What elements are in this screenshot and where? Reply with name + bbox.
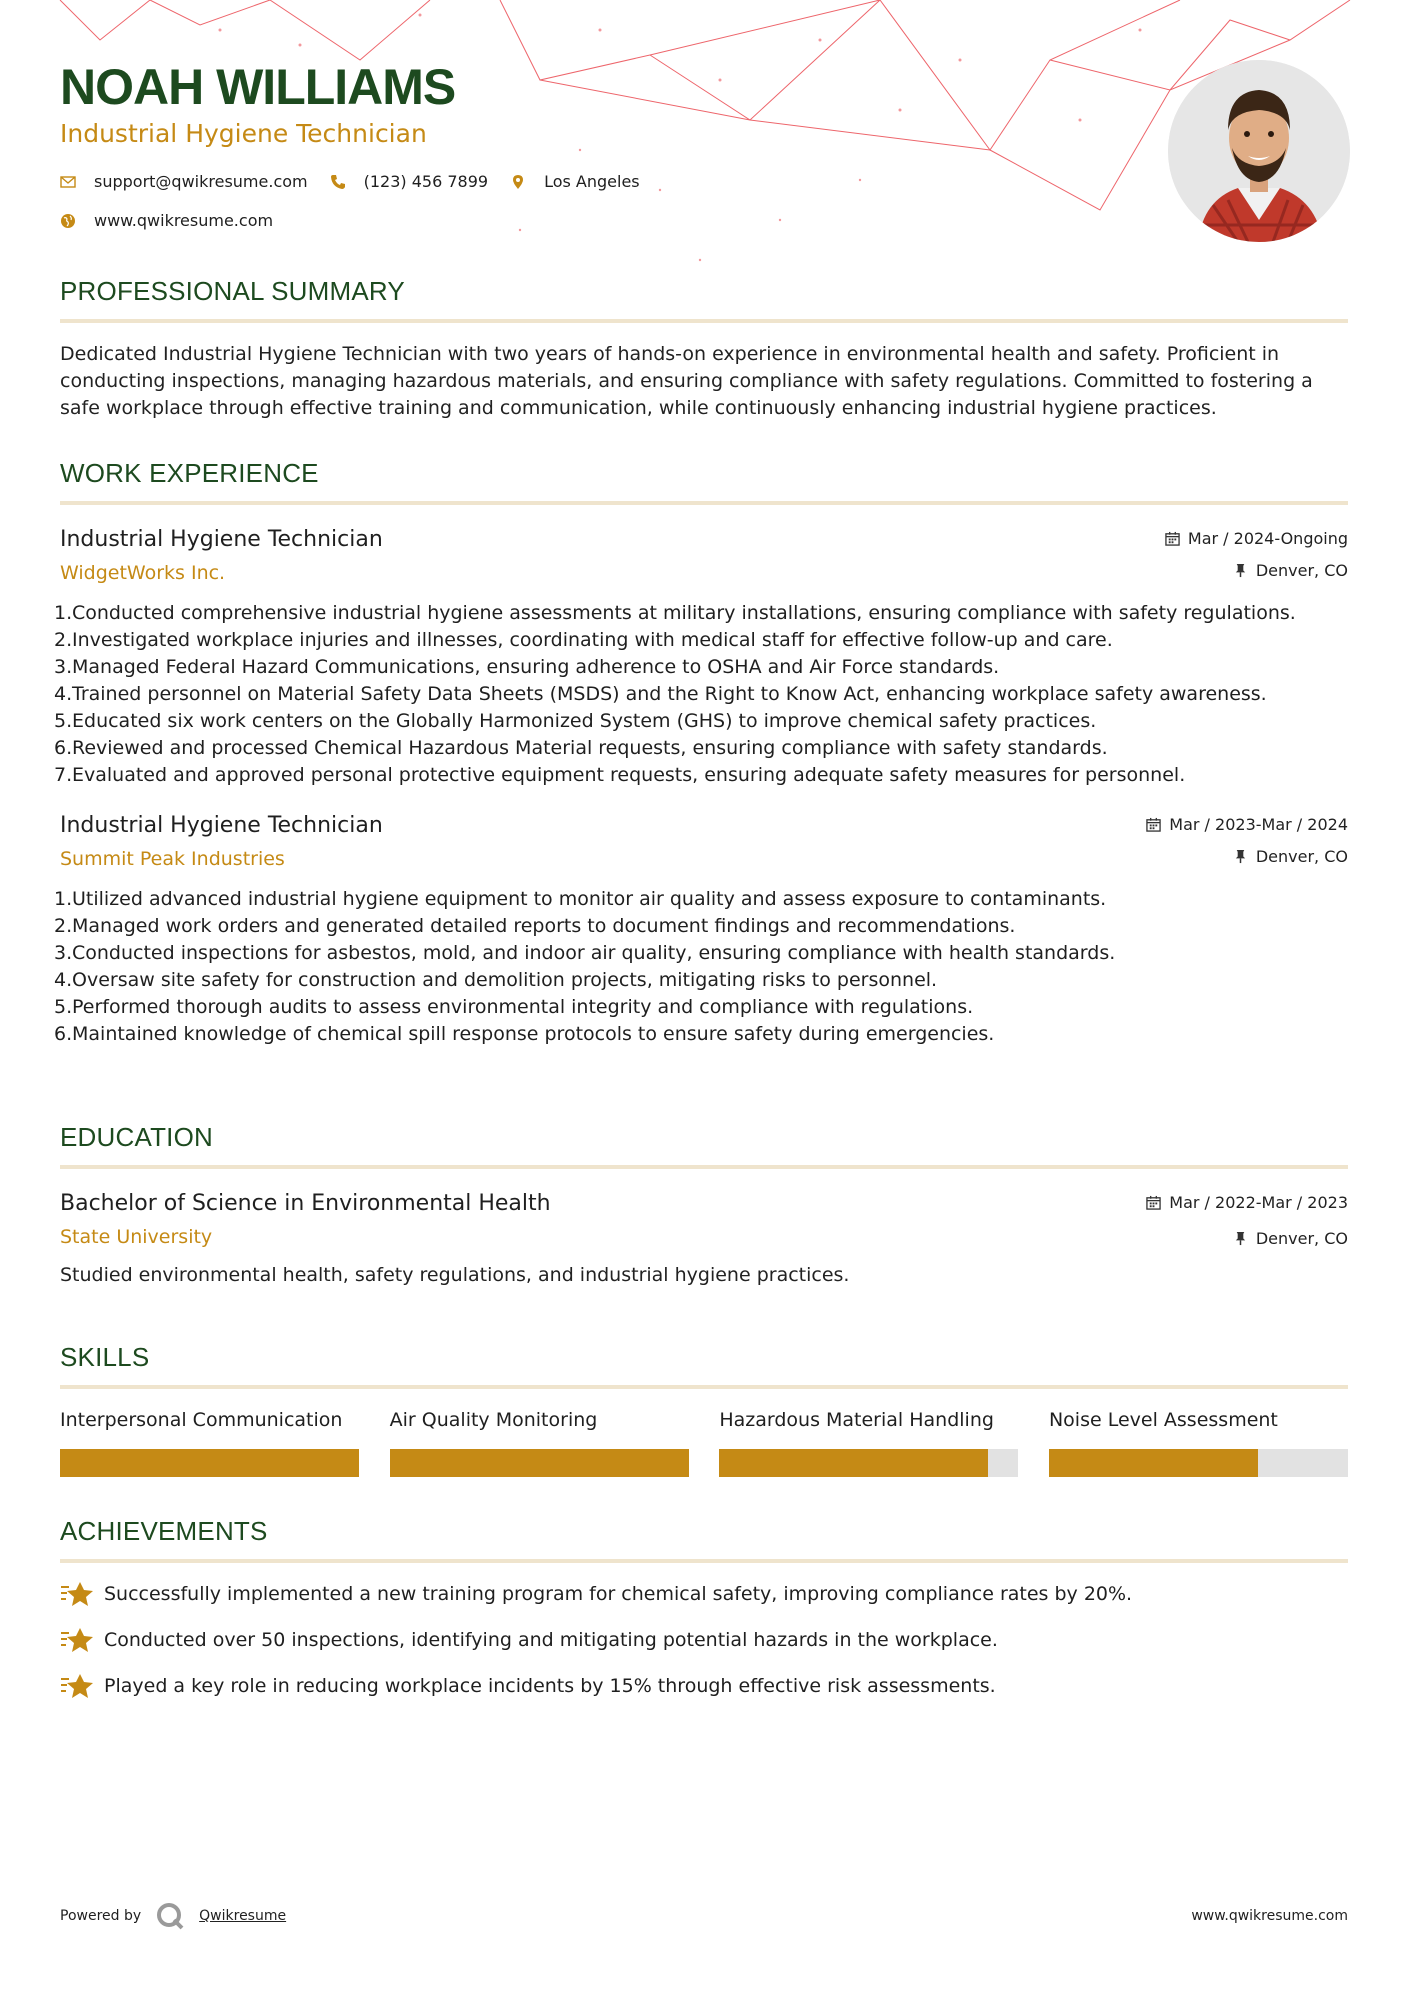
job-location: Denver, CO [1255,846,1348,866]
job-dates: Mar / 2023-Mar / 2024 [1169,814,1348,834]
duty-item: 4. Trained personnel on Material Safety Data Sheets (MSDS) and the Right to Know Act, enhancing workplace safety awareness. [54,683,1267,705]
job-meta [1146,813,1348,867]
envelope-icon [60,174,76,190]
duty-item: 3. Conducted inspections for asbestos, mold, and indoor air quality, ensuring compliance with health standards. [54,942,1116,964]
achievements-heading: ACHIEVEMENTS [60,1516,1348,1563]
skill-name: Air Quality Monitoring [389,1409,598,1431]
skill-item [390,1407,689,1477]
achievement-item [60,1671,1348,1701]
skills-section [60,1342,1348,1477]
job-company: WidgetWorks Inc. [60,562,226,584]
star-award-icon [60,1579,94,1609]
candidate-title: Industrial Hygiene Technician [60,119,427,148]
duty-item: 1. Utilized advanced industrial hygiene equipment to monitor air quality and assess exposure to contaminants. [54,888,1107,910]
pin-icon [1233,849,1248,864]
education-location: Denver, CO [1255,1228,1348,1248]
job-dates: Mar / 2024-Ongoing [1187,528,1348,548]
skill-item [60,1407,359,1477]
calendar-icon [1146,1195,1161,1210]
qwikresume-logo-icon [155,1901,185,1931]
duty-item: 6. Reviewed and processed Chemical Hazardous Material requests, ensuring compliance with safety standards. [54,737,1108,759]
skills-heading: SKILLS [60,1342,1348,1389]
duty-item: 5. Educated six work centers on the Globally Harmonized System (GHS) to improve chemical safety practices. [54,710,1097,732]
pin-icon [1233,563,1248,578]
skill-bar-fill [60,1449,359,1477]
job-title: Industrial Hygiene Technician [60,813,383,838]
job-duties [54,886,1348,1048]
achievement-text: Successfully implemented a new training program for chemical safety, improving compliance rates by 20%. [104,1583,1133,1605]
contact-website[interactable] [60,211,273,230]
skill-bar-fill [390,1449,689,1477]
job-company: Summit Peak Industries [60,848,285,870]
education-description: Studied environmental health, safety regulations, and industrial hygiene practices. [60,1264,850,1286]
duty-item: 6. Maintained knowledge of chemical spill response protocols to ensure safety during emergencies. [54,1023,995,1045]
contact-row [60,172,1160,191]
job-duties [54,600,1348,789]
calendar-icon [1165,531,1180,546]
school: State University [60,1226,213,1248]
location-text: Los Angeles [544,172,640,191]
skill-bar [60,1449,359,1477]
calendar-icon [1146,817,1161,832]
education-heading: EDUCATION [60,1122,1348,1169]
globe-icon [60,213,76,229]
summary-heading: PROFESSIONAL SUMMARY [60,276,1348,323]
summary-text: Dedicated Industrial Hygiene Technician with two years of hands-on experience in environmental health and safety. Proficient in conducting inspections, managing hazardous materials, and ensuring compliance with safety regulations. Committed to fostering a safe workplace through effective training and communication, while continuously enhancing industrial hygiene practices. [60,343,1313,419]
profile-photo [1168,60,1350,242]
skill-name: Interpersonal Communication [60,1409,343,1431]
contact-row-2 [60,211,1160,230]
skill-item [719,1407,1018,1477]
experience-heading: WORK EXPERIENCE [60,458,1348,505]
experience-section [54,458,1348,1048]
website-text: www.qwikresume.com [94,211,274,230]
job-meta [1165,527,1348,581]
skill-bar [1049,1449,1348,1477]
education-meta [1146,1191,1348,1249]
brand-link[interactable]: Qwikresume [199,1908,287,1924]
skill-name: Noise Level Assessment [1048,1409,1278,1431]
achievement-item [60,1625,1348,1655]
achievement-text: Played a key role in reducing workplace incidents by 15% through effective risk assessments. [104,1675,996,1697]
achievement-text: Conducted over 50 inspections, identifying and mitigating potential hazards in the workplace. [104,1629,998,1651]
degree: Bachelor of Science in Environmental Health [60,1191,551,1216]
star-award-icon [60,1625,94,1655]
skills-list [60,1407,1348,1477]
map-pin-icon [510,174,526,190]
skill-bar [390,1449,689,1477]
star-award-icon [60,1671,94,1701]
footer-powered [60,1901,286,1931]
job-location: Denver, CO [1255,560,1348,580]
phone-icon [330,174,346,190]
job-entry [54,811,1348,1048]
summary-section [60,276,1348,422]
education-entry [60,1189,1348,1286]
achievement-item [60,1579,1348,1609]
duty-item: 5. Performed thorough audits to assess environmental integrity and compliance with regulations. [54,996,974,1018]
duty-item: 3. Managed Federal Hazard Communications, ensuring adherence to OSHA and Air Force standards. [54,656,1000,678]
skill-bar-fill [719,1449,988,1477]
contact-phone[interactable] [330,172,488,191]
achievements-section [60,1516,1348,1701]
candidate-name: NOAH WILLIAMS [60,59,456,115]
contact-email[interactable] [60,172,308,191]
skill-bar-fill [1049,1449,1258,1477]
avatar [1168,60,1350,242]
job-title: Industrial Hygiene Technician [60,527,383,552]
duty-item: 7. Evaluated and approved personal protective equipment requests, ensuring adequate safety measures for personnel. [54,764,1186,786]
education-dates: Mar / 2022-Mar / 2023 [1169,1192,1348,1212]
duty-item: 1. Conducted comprehensive industrial hygiene assessments at military installations, ensuring compliance with safety regulations. [54,602,1296,624]
job-entry [54,525,1348,789]
powered-by-label: Powered by [60,1908,142,1924]
pin-icon [1233,1231,1248,1246]
footer [60,1898,1348,1934]
skill-item [1049,1407,1348,1477]
phone-text: (123) 456 7899 [363,172,489,191]
resume-header [60,58,1160,230]
education-section [60,1122,1348,1286]
footer-website[interactable]: www.qwikresume.com [1191,1908,1348,1924]
duty-item: 2. Managed work orders and generated detailed reports to document findings and recommendations. [54,915,1016,937]
duty-item: 2. Investigated workplace injuries and illnesses, coordinating with medical staff for effective follow-up and care. [54,629,1113,651]
contact-location [510,172,640,191]
skill-name: Hazardous Material Handling [719,1409,994,1431]
skill-bar [719,1449,1018,1477]
email-text: support@qwikresume.com [94,172,308,191]
duty-item: 4. Oversaw site safety for construction and demolition projects, mitigating risks to personnel. [54,969,938,991]
